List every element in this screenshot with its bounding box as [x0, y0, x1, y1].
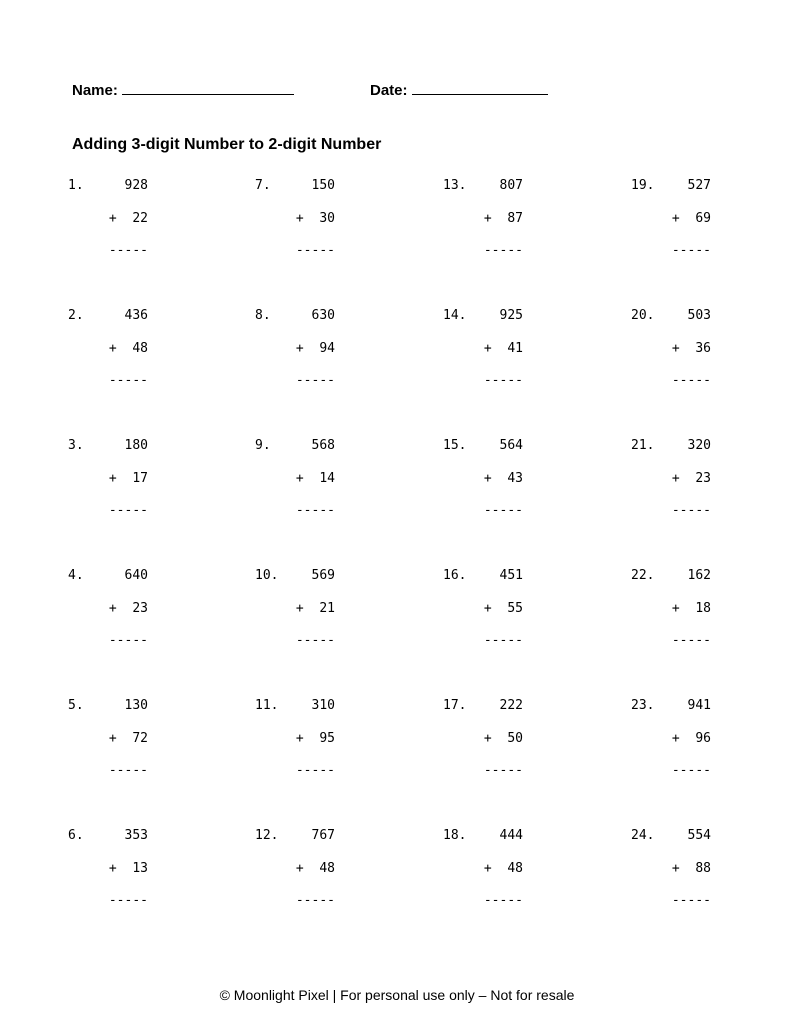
- plus-operator: +: [295, 861, 304, 876]
- plus-operator: +: [108, 731, 117, 746]
- problem-number: 19.: [631, 178, 655, 193]
- problem-top-operand: 941: [687, 698, 711, 713]
- problem-item: [255, 828, 335, 918]
- plus-operator: +: [671, 211, 680, 226]
- problem-number: 13.: [443, 178, 467, 193]
- problem-top-operand: 130: [124, 698, 148, 713]
- problem-bottom-row: [484, 601, 523, 617]
- problem-item: [255, 438, 335, 528]
- problem-top-operand: 928: [124, 178, 148, 193]
- problem-bottom-operand: 48: [132, 341, 148, 356]
- problem-item: [68, 698, 148, 788]
- problem-bottom-row: [296, 211, 335, 227]
- problem-number: 12.: [255, 828, 279, 843]
- problem-top-operand: 353: [124, 828, 148, 843]
- answer-line: -----: [108, 243, 148, 258]
- problem-bottom-operand: 21: [319, 601, 335, 616]
- problem-number: 17.: [443, 698, 467, 713]
- problem-item: [443, 698, 523, 788]
- plus-operator: +: [671, 861, 680, 876]
- problem-top-operand: 807: [499, 178, 523, 193]
- problem-number: 22.: [631, 568, 655, 583]
- plus-operator: +: [671, 601, 680, 616]
- answer-line: -----: [108, 373, 148, 388]
- problem-top-operand: 640: [124, 568, 148, 583]
- plus-operator: +: [295, 731, 304, 746]
- answer-line: -----: [671, 373, 711, 388]
- problem-bottom-row: [672, 211, 711, 227]
- problem-top-operand: 554: [687, 828, 711, 843]
- problem-bottom-row: [109, 471, 148, 487]
- answer-line: -----: [295, 373, 335, 388]
- plus-operator: +: [483, 341, 492, 356]
- problem-number: 20.: [631, 308, 655, 323]
- problem-bottom-operand: 14: [319, 471, 335, 486]
- problem-top-operand: 310: [311, 698, 335, 713]
- date-field[interactable]: [370, 80, 548, 99]
- problem-number: 14.: [443, 308, 467, 323]
- problem-number: 1.: [68, 178, 84, 193]
- problem-top-operand: 568: [311, 438, 335, 453]
- name-label: Name:: [72, 82, 118, 99]
- problem-number: 16.: [443, 568, 467, 583]
- answer-line: -----: [295, 633, 335, 648]
- answer-line: -----: [295, 243, 335, 258]
- problem-bottom-row: [296, 601, 335, 617]
- problem-bottom-operand: 48: [507, 861, 523, 876]
- problem-number: 7.: [255, 178, 271, 193]
- problem-item: [443, 568, 523, 658]
- problem-number: 24.: [631, 828, 655, 843]
- answer-line: -----: [483, 763, 523, 778]
- problem-bottom-operand: 94: [319, 341, 335, 356]
- problem-bottom-operand: 36: [695, 341, 711, 356]
- problem-top-operand: 527: [687, 178, 711, 193]
- problem-bottom-row: [484, 471, 523, 487]
- problem-bottom-operand: 23: [132, 601, 148, 616]
- problem-top-operand: 444: [499, 828, 523, 843]
- problem-bottom-row: [672, 341, 711, 357]
- problem-item: [631, 438, 711, 528]
- problem-number: 2.: [68, 308, 84, 323]
- problem-top-operand: 569: [311, 568, 335, 583]
- problem-top-operand: 150: [311, 178, 335, 193]
- problem-number: 4.: [68, 568, 84, 583]
- problem-top-operand: 503: [687, 308, 711, 323]
- problem-bottom-row: [296, 861, 335, 877]
- answer-line: -----: [108, 633, 148, 648]
- problem-number: 10.: [255, 568, 279, 583]
- problem-top-operand: 767: [311, 828, 335, 843]
- problem-item: [255, 178, 335, 268]
- answer-line: -----: [108, 503, 148, 518]
- plus-operator: +: [295, 601, 304, 616]
- answer-line: -----: [295, 893, 335, 908]
- problem-item: [68, 178, 148, 268]
- plus-operator: +: [295, 211, 304, 226]
- problem-item: [443, 828, 523, 918]
- problem-number: 9.: [255, 438, 271, 453]
- worksheet-title: Adding 3-digit Number to 2-digit Number: [72, 136, 382, 153]
- problem-bottom-row: [672, 601, 711, 617]
- problem-number: 5.: [68, 698, 84, 713]
- answer-line: -----: [108, 893, 148, 908]
- problem-bottom-operand: 17: [132, 471, 148, 486]
- problem-bottom-row: [484, 341, 523, 357]
- problem-number: 23.: [631, 698, 655, 713]
- answer-line: -----: [483, 503, 523, 518]
- problem-top-operand: 925: [499, 308, 523, 323]
- problem-number: 11.: [255, 698, 279, 713]
- plus-operator: +: [483, 211, 492, 226]
- problem-number: 3.: [68, 438, 84, 453]
- plus-operator: +: [483, 731, 492, 746]
- answer-line: -----: [483, 633, 523, 648]
- plus-operator: +: [295, 471, 304, 486]
- plus-operator: +: [108, 861, 117, 876]
- problem-bottom-row: [484, 731, 523, 747]
- problem-top-operand: 564: [499, 438, 523, 453]
- plus-operator: +: [483, 601, 492, 616]
- problem-bottom-operand: 30: [319, 211, 335, 226]
- problem-bottom-row: [672, 471, 711, 487]
- problem-bottom-operand: 41: [507, 341, 523, 356]
- answer-line: -----: [483, 893, 523, 908]
- problem-bottom-row: [296, 341, 335, 357]
- name-field[interactable]: [72, 80, 294, 99]
- problem-grid: [0, 178, 794, 938]
- problem-bottom-row: [672, 861, 711, 877]
- answer-line: -----: [108, 763, 148, 778]
- answer-line: -----: [671, 893, 711, 908]
- problem-item: [443, 308, 523, 398]
- problem-item: [255, 568, 335, 658]
- plus-operator: +: [483, 471, 492, 486]
- problem-bottom-row: [484, 861, 523, 877]
- plus-operator: +: [108, 211, 117, 226]
- problem-bottom-row: [109, 861, 148, 877]
- problem-item: [631, 568, 711, 658]
- answer-line: -----: [483, 373, 523, 388]
- problem-top-operand: 320: [687, 438, 711, 453]
- problem-bottom-operand: 43: [507, 471, 523, 486]
- problem-item: [443, 438, 523, 528]
- problem-item: [68, 828, 148, 918]
- problem-bottom-row: [672, 731, 711, 747]
- plus-operator: +: [671, 471, 680, 486]
- problem-bottom-operand: 55: [507, 601, 523, 616]
- date-blank-line[interactable]: [412, 80, 548, 95]
- problem-top-operand: 222: [499, 698, 523, 713]
- problem-top-operand: 162: [687, 568, 711, 583]
- answer-line: -----: [671, 503, 711, 518]
- name-blank-line[interactable]: [122, 80, 294, 95]
- problem-bottom-row: [484, 211, 523, 227]
- problem-number: 8.: [255, 308, 271, 323]
- answer-line: -----: [671, 763, 711, 778]
- problem-bottom-row: [109, 731, 148, 747]
- problem-bottom-row: [109, 211, 148, 227]
- answer-line: -----: [671, 243, 711, 258]
- worksheet-header: [72, 80, 722, 102]
- answer-line: -----: [483, 243, 523, 258]
- problem-number: 6.: [68, 828, 84, 843]
- problem-top-operand: 630: [311, 308, 335, 323]
- problem-top-operand: 451: [499, 568, 523, 583]
- problem-bottom-operand: 96: [695, 731, 711, 746]
- problem-item: [631, 698, 711, 788]
- problem-item: [68, 438, 148, 528]
- problem-bottom-operand: 88: [695, 861, 711, 876]
- problem-item: [631, 178, 711, 268]
- plus-operator: +: [108, 601, 117, 616]
- plus-operator: +: [671, 731, 680, 746]
- problem-top-operand: 180: [124, 438, 148, 453]
- plus-operator: +: [671, 341, 680, 356]
- problem-bottom-operand: 18: [695, 601, 711, 616]
- problem-bottom-operand: 69: [695, 211, 711, 226]
- problem-bottom-operand: 48: [319, 861, 335, 876]
- problem-bottom-operand: 22: [132, 211, 148, 226]
- plus-operator: +: [483, 861, 492, 876]
- problem-bottom-row: [109, 601, 148, 617]
- problem-item: [631, 828, 711, 918]
- problem-bottom-operand: 95: [319, 731, 335, 746]
- problem-item: [68, 308, 148, 398]
- problem-item: [255, 698, 335, 788]
- problem-item: [631, 308, 711, 398]
- plus-operator: +: [295, 341, 304, 356]
- problem-item: [255, 308, 335, 398]
- footer-copyright: © Moonlight Pixel | For personal use only – Not for resale: [219, 987, 575, 1003]
- problem-bottom-row: [109, 341, 148, 357]
- answer-line: -----: [671, 633, 711, 648]
- problem-item: [443, 178, 523, 268]
- answer-line: -----: [295, 763, 335, 778]
- problem-number: 15.: [443, 438, 467, 453]
- problem-bottom-operand: 72: [132, 731, 148, 746]
- problem-top-operand: 436: [124, 308, 148, 323]
- problem-bottom-operand: 87: [507, 211, 523, 226]
- problem-bottom-operand: 23: [695, 471, 711, 486]
- problem-number: 21.: [631, 438, 655, 453]
- plus-operator: +: [108, 341, 117, 356]
- problem-bottom-operand: 50: [507, 731, 523, 746]
- problem-bottom-row: [296, 471, 335, 487]
- answer-line: -----: [295, 503, 335, 518]
- problem-item: [68, 568, 148, 658]
- date-label: Date:: [370, 82, 408, 99]
- problem-bottom-row: [296, 731, 335, 747]
- problem-number: 18.: [443, 828, 467, 843]
- plus-operator: +: [108, 471, 117, 486]
- problem-bottom-operand: 13: [132, 861, 148, 876]
